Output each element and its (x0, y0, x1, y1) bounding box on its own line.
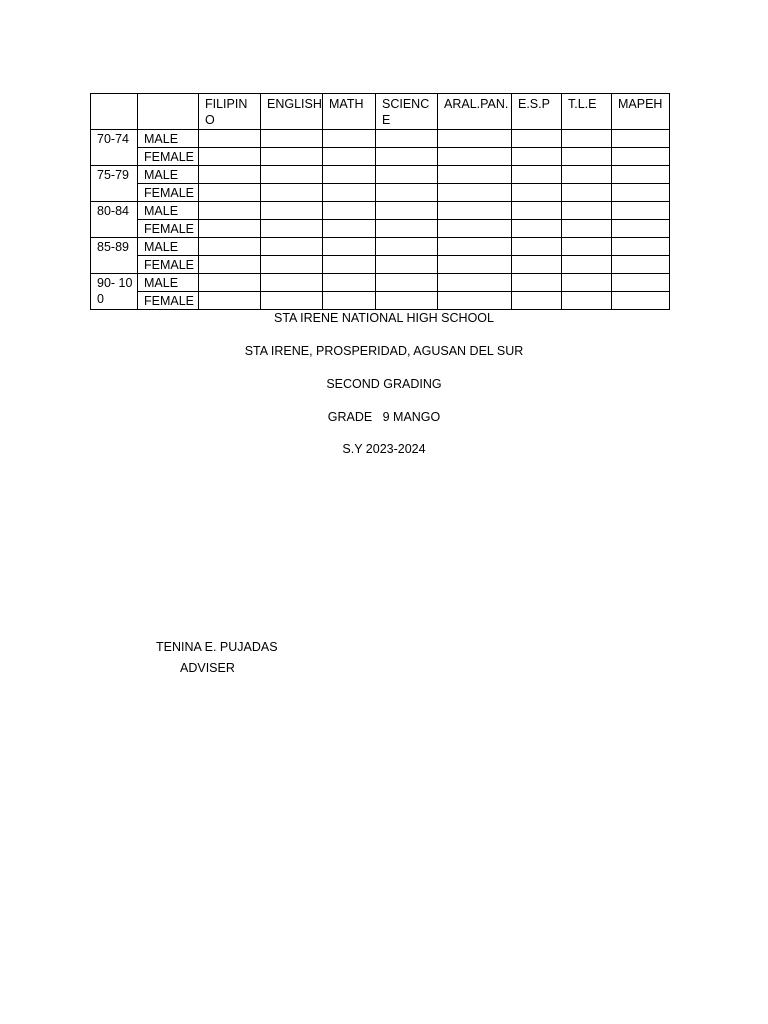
score-cell[interactable] (376, 184, 438, 202)
sex-label-cell: FEMALE (138, 220, 199, 238)
sex-label-cell: MALE (138, 274, 199, 292)
score-cell[interactable] (512, 130, 562, 148)
header-subject-english: ENGLISH (261, 94, 323, 130)
score-cell[interactable] (562, 148, 612, 166)
score-cell[interactable] (612, 238, 670, 256)
score-cell[interactable] (323, 292, 376, 310)
score-cell[interactable] (612, 202, 670, 220)
score-cell[interactable] (199, 292, 261, 310)
sex-label-cell: MALE (138, 166, 199, 184)
score-cell[interactable] (376, 238, 438, 256)
score-cell[interactable] (562, 274, 612, 292)
score-cell[interactable] (376, 220, 438, 238)
score-cell[interactable] (261, 220, 323, 238)
score-cell[interactable] (612, 274, 670, 292)
grade-range-cell: 75-79 (91, 166, 138, 202)
score-cell[interactable] (438, 202, 512, 220)
school-year: S.Y 2023-2024 (342, 442, 426, 456)
score-cell[interactable] (512, 184, 562, 202)
score-cell[interactable] (323, 148, 376, 166)
score-cell[interactable] (261, 292, 323, 310)
score-cell[interactable] (612, 166, 670, 184)
score-cell[interactable] (562, 256, 612, 274)
table-header (91, 94, 670, 130)
score-cell[interactable] (376, 202, 438, 220)
grade-range-cell: 70-74 (91, 130, 138, 166)
grade-range-cell: 85-89 (91, 238, 138, 274)
grade-range-cell: 90- 100 (91, 274, 138, 310)
score-cell[interactable] (562, 130, 612, 148)
table-row (91, 220, 670, 238)
score-cell[interactable] (612, 148, 670, 166)
grading-period: SECOND GRADING (326, 377, 442, 391)
table-row (91, 256, 670, 274)
score-cell[interactable] (512, 220, 562, 238)
score-cell[interactable] (438, 292, 512, 310)
sex-label-cell: MALE (138, 130, 199, 148)
table-row (91, 292, 670, 310)
score-cell[interactable] (376, 130, 438, 148)
grade-distribution-table (90, 93, 670, 310)
score-cell[interactable] (512, 256, 562, 274)
score-cell[interactable] (261, 202, 323, 220)
score-cell[interactable] (562, 238, 612, 256)
score-cell[interactable] (512, 274, 562, 292)
score-cell[interactable] (376, 256, 438, 274)
score-cell[interactable] (612, 220, 670, 238)
grade-range-cell: 80-84 (91, 202, 138, 238)
score-cell[interactable] (261, 184, 323, 202)
table-row (91, 184, 670, 202)
score-cell[interactable] (323, 184, 376, 202)
score-cell[interactable] (562, 184, 612, 202)
score-cell[interactable] (438, 184, 512, 202)
header-subject-mapeh: MAPEH (612, 94, 670, 130)
table-row (91, 166, 670, 184)
score-cell[interactable] (562, 166, 612, 184)
score-cell[interactable] (562, 220, 612, 238)
score-cell[interactable] (512, 148, 562, 166)
adviser-title: ADVISER (180, 661, 235, 675)
table-row (91, 202, 670, 220)
score-cell[interactable] (199, 184, 261, 202)
header-subject-filipino: FILIPIN O (199, 94, 261, 130)
score-cell[interactable] (376, 166, 438, 184)
score-cell[interactable] (323, 130, 376, 148)
score-cell[interactable] (261, 130, 323, 148)
header-row (91, 94, 670, 130)
score-cell[interactable] (376, 292, 438, 310)
score-cell[interactable] (612, 184, 670, 202)
header-corner-left (91, 94, 138, 130)
score-cell[interactable] (612, 292, 670, 310)
table-row (91, 274, 670, 292)
score-cell[interactable] (199, 148, 261, 166)
score-cell[interactable] (562, 202, 612, 220)
header-subject-esp: E.S.P (512, 94, 562, 130)
sex-label-cell: MALE (138, 238, 199, 256)
score-cell[interactable] (376, 148, 438, 166)
score-cell[interactable] (512, 292, 562, 310)
table-body (91, 130, 670, 310)
score-cell[interactable] (512, 202, 562, 220)
score-cell[interactable] (261, 238, 323, 256)
score-cell[interactable] (438, 256, 512, 274)
score-cell[interactable] (261, 274, 323, 292)
score-cell[interactable] (438, 166, 512, 184)
sex-label-cell: FEMALE (138, 292, 199, 310)
score-cell[interactable] (376, 274, 438, 292)
score-cell[interactable] (323, 166, 376, 184)
score-cell[interactable] (199, 220, 261, 238)
score-cell[interactable] (199, 274, 261, 292)
score-cell[interactable] (562, 292, 612, 310)
score-cell[interactable] (261, 256, 323, 274)
school-name: STA IRENE NATIONAL HIGH SCHOOL (274, 311, 494, 325)
sex-label-cell: FEMALE (138, 256, 199, 274)
score-cell[interactable] (323, 256, 376, 274)
header-subject-aralpan: ARAL.PAN. (438, 94, 512, 130)
score-cell[interactable] (261, 148, 323, 166)
score-cell[interactable] (438, 238, 512, 256)
sex-label-cell: FEMALE (138, 184, 199, 202)
score-cell[interactable] (261, 166, 323, 184)
score-cell[interactable] (612, 130, 670, 148)
score-cell[interactable] (323, 202, 376, 220)
score-cell[interactable] (512, 238, 562, 256)
score-cell[interactable] (438, 274, 512, 292)
header-corner-right (138, 94, 199, 130)
score-cell[interactable] (438, 148, 512, 166)
score-cell[interactable] (323, 274, 376, 292)
score-cell[interactable] (199, 202, 261, 220)
score-cell[interactable] (323, 220, 376, 238)
score-cell[interactable] (199, 256, 261, 274)
sex-label-cell: FEMALE (138, 148, 199, 166)
header-subject-tle: T.L.E (562, 94, 612, 130)
grade-section: GRADE 9 MANGO (327, 410, 441, 424)
score-cell[interactable] (199, 238, 261, 256)
table-row (91, 238, 670, 256)
score-cell[interactable] (323, 238, 376, 256)
adviser-name: TENINA E. PUJADAS (156, 640, 278, 654)
score-cell[interactable] (512, 166, 562, 184)
header-subject-math: MATH (323, 94, 376, 130)
school-address: STA IRENE, PROSPERIDAD, AGUSAN DEL SUR (244, 344, 524, 358)
header-subject-science: SCIENCE (376, 94, 438, 130)
table-row (91, 130, 670, 148)
score-cell[interactable] (199, 130, 261, 148)
sex-label-cell: MALE (138, 202, 199, 220)
table-row (91, 148, 670, 166)
score-cell[interactable] (438, 220, 512, 238)
score-cell[interactable] (438, 130, 512, 148)
score-cell[interactable] (199, 166, 261, 184)
score-cell[interactable] (612, 256, 670, 274)
